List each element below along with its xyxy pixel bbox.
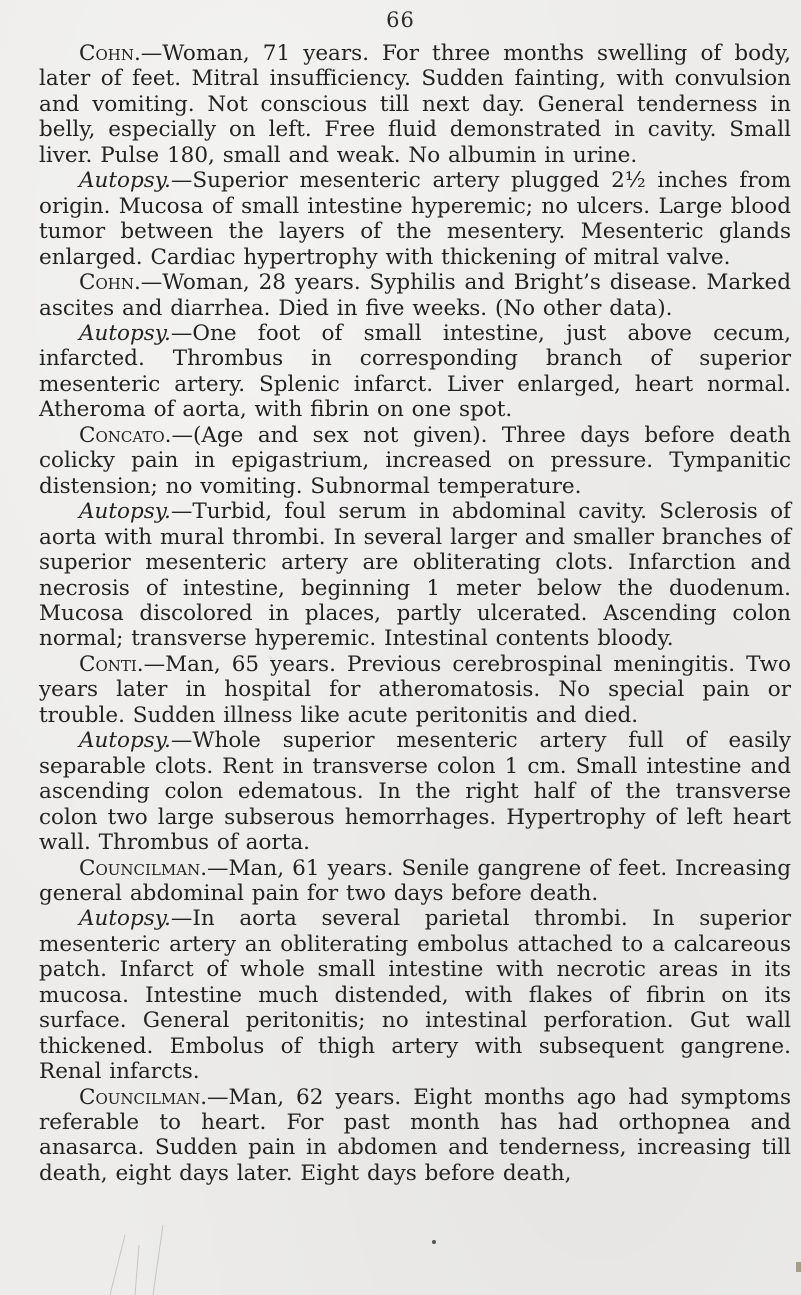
case-description: —(Age and sex not given). Three days before death colicky pain in epigastrium, increased on pressure. Tympanitic distension; no vomiting. Subnormal temperature. [39,422,791,499]
case-name: Cohn. [79,270,141,296]
autopsy-description: —Turbid, foul serum in abdominal cavity. Sclerosis of aorta with mural thrombi. In several larger and smaller branches of superior mesenteric artery are obliterating clots. Infarction and necrosis of intestine, beginning 1 meter below the duodenum. Mucosa discolored in places, partly ulcerated. Ascending colon normal; transverse hyperemic. Intestinal contents bloody. [39,499,791,652]
autopsy-label: Autopsy. [79,320,171,346]
autopsy-description: —In aorta several parietal thrombi. In superior mesenteric artery an obliterating embolus attached to a calcareous patch. Infarct of whole small intestine with necrotic areas in its mucosa. Intestine much distended, with flakes of fibrin on its surface. General peritonitis; no intestinal perforation. Gut wall thickened. Embolus of thigh artery with subsequent gangrene. Renal infarcts. [39,906,791,1085]
case-description: —Man, 65 years. Previous cerebrospinal meningitis. Two years later in hospital for atheromatosis. No special pain or trouble. Sudden illness like acute peritonitis and died. [39,651,791,728]
case-name: Cohn. [79,41,141,66]
autopsy-entry [39,168,791,270]
ink-speck [432,1240,436,1244]
page-number: 66 [386,8,415,32]
case-entry [39,652,791,728]
case-description: —Woman, 71 years. For three months swelling of body, later of feet. Mitral insufficiency. Sudden fainting, with convulsion and vomiting. Not conscious till next day. General tenderness in belly, especially on left. Free fluid demonstrated in cavity. Small liver. Pulse 180, small and weak. No albumin in urine. [39,41,791,168]
autopsy-label: Autopsy. [79,728,171,754]
case-entry [39,423,791,499]
case-entry [39,41,791,168]
autopsy-description: —One foot of small intestine, just above cecum, infarcted. Thrombus in corresponding branch of superior mesenteric artery. Splenic infarct. Liver enlarged, heart normal. Atheroma of aorta, with fibrin on one spot. [39,320,791,423]
case-name: Councilman. [79,855,208,881]
case-entry [39,856,791,907]
autopsy-description: —Superior mesenteric artery plugged 2½ inches from origin. Mucosa of small intestine hyperemic; no ulcers. Large blood tumor between the layers of the mesentery. Mesenteric glands enlarged. Cardiac hypertrophy with thickening of mitral valve. [39,168,791,270]
case-name: Conti. [79,651,144,677]
autopsy-label: Autopsy. [79,906,171,932]
case-entry [39,1085,791,1187]
autopsy-label: Autopsy. [79,499,171,525]
autopsy-description: —Whole superior mesenteric artery full of easily separable clots. Rent in transverse colon 1 cm. Small intestine and ascending colon edematous. In the right half of the transverse colon two large subserous hemorrhages. Hypertrophy of left heart wall. Thrombus of aorta. [39,728,791,856]
case-entry [39,270,791,321]
case-description: —Woman, 28 years. Syphilis and Bright’s disease. Marked ascites and diarrhea. Died in five weeks. (No other data). [39,270,791,321]
case-name: Councilman. [79,1084,208,1110]
case-description: —Man, 61 years. Senile gangrene of feet. Increasing general abdominal pain for two days before death. [39,855,791,906]
autopsy-entry [39,499,791,652]
autopsy-entry [39,906,791,1084]
paper-crease-mark [105,1215,165,1295]
autopsy-entry [39,728,791,855]
case-name: Concato. [79,422,172,448]
page-edge-mark [796,1262,801,1272]
case-description: —Man, 62 years. Eight months ago had symptoms referable to heart. For past month has had orthopnea and anasarca. Sudden pain in abdomen and tenderness, increasing till death, eight days later. Eight days before death, [39,1084,791,1186]
autopsy-label: Autopsy. [79,168,171,194]
case-reports-text [39,41,791,1186]
autopsy-entry [39,321,791,423]
